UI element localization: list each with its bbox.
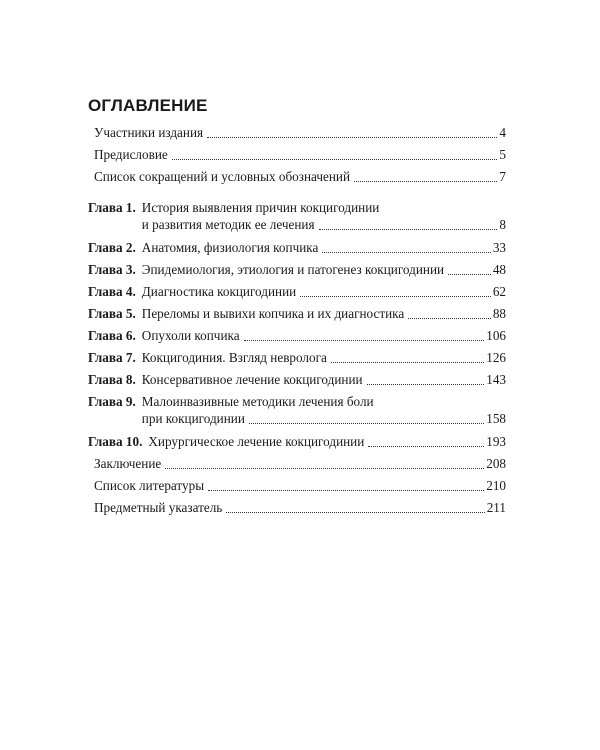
toc-entry-references[interactable] (94, 477, 506, 494)
dot-leader (331, 352, 484, 363)
chapter-label: Глава 7. (88, 350, 136, 365)
toc-entry-chapter-6[interactable] (88, 327, 506, 344)
entry-title: Участники издания (94, 125, 204, 140)
entry-title: Кокцигодиния. Взгляд невролога (141, 350, 327, 365)
entry-title: Малоинвазивные методики лечения боли (141, 394, 374, 409)
dot-leader (354, 171, 497, 182)
entry-page: 8 (499, 217, 506, 232)
toc-entry-chapter-10[interactable] (88, 433, 506, 450)
chapter-label: Глава 5. (88, 306, 136, 321)
entry-page: 33 (492, 240, 506, 255)
chapter-label: Глава 10. (88, 434, 143, 449)
entry-title: Предисловие (94, 147, 168, 162)
dot-leader (244, 330, 485, 341)
toc-entry-chapter-5[interactable] (88, 305, 506, 322)
toc-entry-preface[interactable] (94, 146, 506, 163)
chapter-label: Глава 4. (88, 284, 136, 299)
toc-entry-chapter-7[interactable] (88, 349, 506, 366)
entry-title: Диагностика кокцигодинии (141, 284, 297, 299)
table-of-contents (88, 124, 506, 521)
dot-leader (165, 458, 484, 469)
entry-page: 193 (486, 434, 506, 449)
dot-leader (226, 502, 484, 513)
entry-page: 143 (486, 372, 506, 387)
chapter-label: Глава 2. (88, 240, 136, 255)
page-title: ОГЛАВЛЕНИЕ (88, 96, 208, 115)
entry-title: Предметный указатель (94, 500, 223, 515)
toc-entry-chapter-1[interactable] (88, 199, 506, 233)
entry-page: 210 (486, 478, 506, 493)
entry-title: Переломы и вывихи копчика и их диагностика (141, 306, 405, 321)
toc-entry-chapter-4[interactable] (88, 283, 506, 300)
dot-leader (208, 480, 484, 491)
toc-entry-chapter-8[interactable] (88, 371, 506, 388)
entry-title: История выявления причин кокцигодинии (141, 200, 380, 215)
chapter-label: Глава 1. (88, 200, 136, 215)
entry-title: Эпидемиология, этиология и патогенез кокцигодинии (141, 262, 445, 277)
toc-entry-conclusion[interactable] (94, 455, 506, 472)
entry-page: 106 (486, 328, 506, 343)
dot-leader (172, 149, 498, 160)
entry-title-cont: при кокцигодинии (141, 411, 245, 426)
toc-entry-chapter-2[interactable] (88, 239, 506, 256)
entry-page: 5 (499, 147, 506, 162)
dot-leader (319, 219, 498, 230)
entry-page: 7 (499, 169, 506, 184)
entry-title: Заключение (94, 456, 162, 471)
entry-title: Консервативное лечение кокцигодинии (141, 372, 363, 387)
chapter-label: Глава 3. (88, 262, 136, 277)
chapter-label: Глава 8. (88, 372, 136, 387)
dot-leader (368, 436, 484, 447)
entry-title: Список литературы (94, 478, 205, 493)
toc-entry-chapter-9[interactable] (88, 393, 506, 427)
entry-page: 211 (486, 500, 506, 515)
dot-leader (367, 374, 485, 385)
dot-leader (207, 127, 497, 138)
entry-page: 126 (486, 350, 506, 365)
entry-title-cont: и развития методик ее лечения (141, 217, 315, 232)
dot-leader (448, 264, 491, 275)
entry-page: 4 (499, 125, 506, 140)
toc-entry-contributors[interactable] (94, 124, 506, 141)
toc-entry-chapter-3[interactable] (88, 261, 506, 278)
entry-page: 48 (492, 262, 506, 277)
toc-entry-index[interactable] (94, 499, 506, 516)
entry-title: Опухоли копчика (141, 328, 240, 343)
entry-title: Список сокращений и условных обозначений (94, 169, 350, 184)
entry-page: 208 (486, 456, 506, 471)
dot-leader (322, 242, 490, 253)
entry-page: 88 (492, 306, 506, 321)
dot-leader (249, 413, 484, 424)
toc-entry-abbreviations[interactable] (94, 168, 506, 185)
entry-page: 62 (492, 284, 506, 299)
entry-title: Анатомия, физиология копчика (141, 240, 319, 255)
dot-leader (300, 286, 491, 297)
chapter-label: Глава 9. (88, 394, 136, 409)
entry-page: 158 (486, 411, 506, 426)
chapter-label: Глава 6. (88, 328, 136, 343)
entry-title: Хирургическое лечение кокцигодинии (148, 434, 365, 449)
dot-leader (408, 308, 491, 319)
